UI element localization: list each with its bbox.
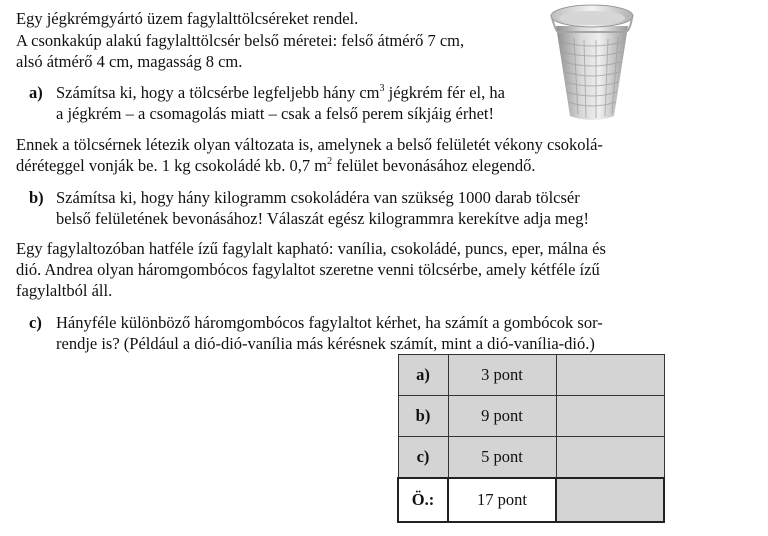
task-a-label: a) [29,83,43,102]
ice-cream-cone-image [548,2,636,124]
score-earned-field [556,396,664,437]
para2-line-1: Ennek a tölcsérnek létezik olyan változata is, amelynek a belső felületét vékony csokolá- [16,135,603,154]
task-b-line-2: belső felületének bevonásához! Válaszát egész kilogrammra kerekítve adja meg! [56,209,589,228]
score-row-a [398,355,664,396]
score-points: 3 pont [448,355,556,396]
score-part: Ö.: [398,478,448,522]
task-a-line-2: a jégkrém – a csomagolás miatt – csak a felső perem síkjáig érhet! [56,104,495,123]
score-points: 9 pont [448,396,556,437]
score-points: 5 pont [448,437,556,479]
task-b-line-1: Számítsa ki, hogy hány kilogramm csokoládéra van szükség 1000 darab tölcsér [56,188,580,207]
task-c-label: c) [29,313,42,332]
intro-line-3: alsó átmérő 4 cm, magasság 8 cm. [16,52,243,71]
score-row-b [398,396,664,437]
score-part: b) [398,396,448,437]
task-c-line-1: Hányféle különböző háromgombócos fagylaltot kérhet, ha számít a gombócok sor- [56,313,603,332]
score-earned-field [556,478,664,522]
para3-line-3: fagylaltból áll. [16,281,113,300]
para3-line-1: Egy fagylaltozóban hatféle ízű fagylalt kapható: vanília, csokoládé, puncs, eper, málna és [16,239,606,258]
intro-line-1: Egy jégkrémgyártó üzem fagylalttölcséreket rendel. [16,9,359,28]
score-table [397,354,665,523]
score-earned-field [556,355,664,396]
intro-line-2: A csonkakúp alakú fagylalttölcsér belső méretei: felső átmérő 7 cm, [16,31,465,50]
score-row-c [398,437,664,479]
para3-line-2: dió. Andrea olyan háromgombócos fagylaltot szeretne venni tölcsérbe, amely kétféle ízű [16,260,600,279]
task-b-label: b) [29,188,44,207]
score-earned-field [556,437,664,479]
score-part: a) [398,355,448,396]
score-part: c) [398,437,448,479]
task-c-line-2: rendje is? (Például a dió-dió-vanília más kérésnek számít, mint a dió-vanília-dió.) [56,334,595,353]
score-points: 17 pont [448,478,556,522]
para2-line-2: déréteggel vonják be. 1 kg csokoládé kb. 0,7 $m^2$ felület bevonásához elegendő. [16,156,536,175]
task-a-line-1: Számítsa ki, hogy a tölcsérbe legfeljebb hány $cm^3$ jégkrém fér el, ha [56,83,505,102]
score-row-total [398,478,664,522]
